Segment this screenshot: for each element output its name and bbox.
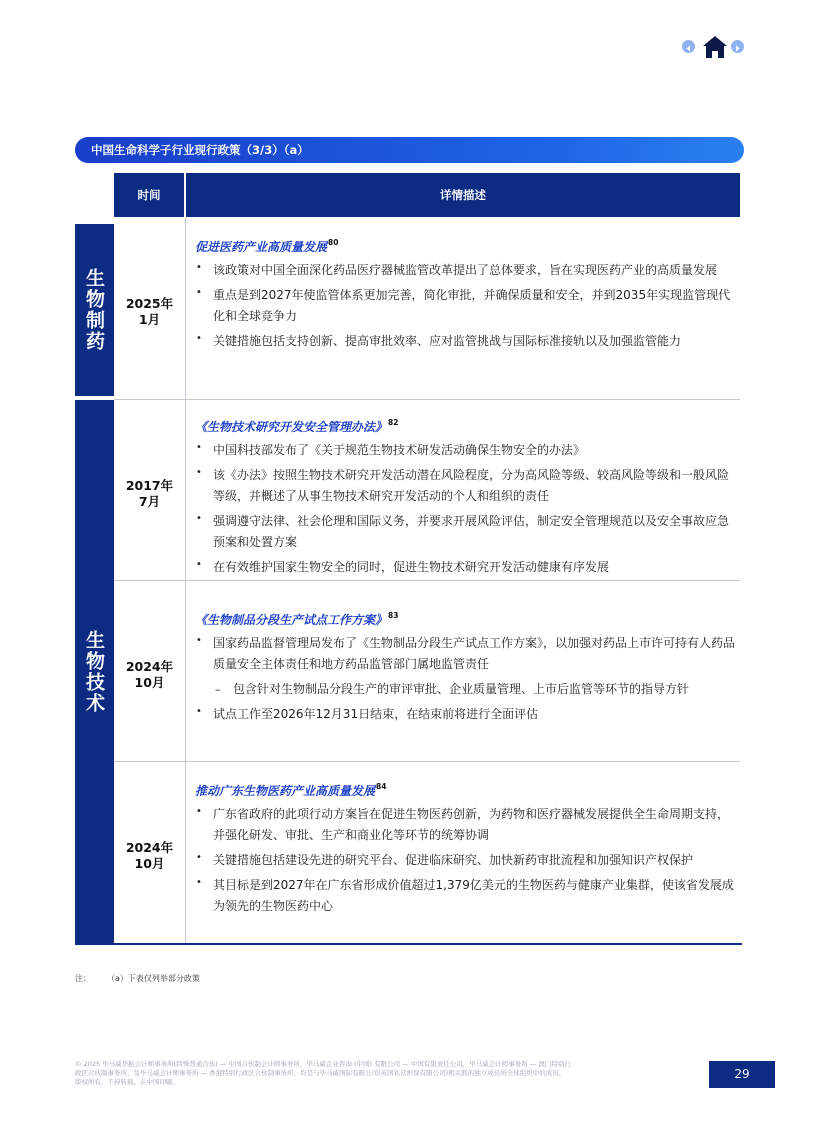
bullet-item: • 广东省政府的此项行动方案旨在促进生物医药创新，为药物和医疗器械发展提供全生命周期支持，并强化研发、审批、生产和商业化等环节的统筹协调	[195, 804, 740, 846]
note-label: 注：	[75, 974, 91, 983]
row-date	[114, 478, 185, 510]
date-year: 2024年	[125, 659, 174, 674]
row-date	[114, 296, 185, 328]
category-biopharma	[75, 224, 114, 396]
row-divider	[114, 399, 740, 400]
bullet-item: • 关键措施包括建设先进的研究平台、促进临床研究、加快新药审批流程和加强知识产权保护	[195, 850, 740, 871]
row-description	[195, 778, 740, 921]
date-month: 1月	[138, 312, 161, 327]
category-label: 生物制药	[83, 268, 105, 352]
footer-line: © 2025 毕马威华振会计师事务所(特殊普通合伙) — 中国合伙制会计师事务所，毕马威企业咨询 (中国) 有限公司 — 中国有限责任公司，毕马威会计师事务所 — 澳门特别行	[75, 1060, 571, 1068]
note-text: （a）下表仅列举部分政策	[111, 974, 200, 983]
footer-copyright	[75, 1060, 685, 1087]
prev-icon[interactable]	[682, 40, 695, 53]
bullet-item: • 在有效维护国家生物安全的同时，促进生物技术研究开发活动健康有序发展	[195, 557, 740, 578]
bullet-item: • 中国科技部发布了《关于规范生物技术研发活动确保生物安全的办法》	[195, 440, 740, 461]
bullet-item: • 强调遵守法律、社会伦理和国际义务，并要求开展风险评估，制定安全管理规范以及安全事故应急预案和处置方案	[195, 511, 740, 553]
category-biotech	[75, 400, 114, 943]
bullet-item: • 试点工作至2026年12月31日结束，在结束前将进行全面评估	[195, 704, 740, 725]
row-description	[195, 234, 740, 356]
footnote-ref: 82	[388, 418, 399, 427]
header-description: 详情描述	[186, 173, 740, 217]
row-date	[114, 659, 185, 691]
home-icon[interactable]	[702, 34, 728, 60]
header-time: 时间	[114, 173, 184, 217]
bullet-item: • 该政策对中国全面深化药品医疗器械监管改革提出了总体要求，旨在实现医药产业的高质量发展	[195, 260, 740, 281]
date-month: 10月	[134, 675, 165, 690]
date-year: 2024年	[125, 840, 174, 855]
category-label: 生物技术	[83, 629, 105, 714]
date-month: 7月	[138, 494, 161, 509]
bullet-item: • 该《办法》按照生物技术研究开发活动潜在风险程度，分为高风险等级、较高风险等级和一般风险等级，并概述了从事生物技术研究开发活动的个人和组织的责任	[195, 465, 740, 507]
page-number: 29	[709, 1061, 775, 1088]
policy-title: 《生物技术研究开发安全管理办法》$^{82}$	[195, 418, 399, 434]
footer-line: 版权所有，不得转载。在中国印刷。	[75, 1078, 179, 1086]
bullet-item: • 关键措施包括支持创新、提高审批效率、应对监管挑战与国际标准接轨以及加强监管能力	[195, 331, 740, 352]
row-date	[114, 840, 185, 872]
date-year: 2025年	[125, 296, 174, 311]
policy-title: 促进医药产业高质量发展$^{80}$	[195, 238, 339, 254]
table-note	[75, 973, 200, 984]
section-title-banner: 中国生命科学子行业现行政策（3/3）（a）	[75, 137, 744, 163]
bullet-item: • 重点是到2027年使监管体系更加完善，简化审批，并确保质量和安全，并到2035年实现监管现代化和全球竞争力	[195, 285, 740, 327]
policy-title: 推动广东生物医药产业高质量发展$^{84}$	[195, 782, 387, 798]
date-year: 2017年	[125, 478, 174, 493]
bullet-item: • 其目标是到2027年在广东省形成价值超过1,379亿美元的生物医药与健康产业集群，使该省发展成为领先的生物医药中心	[195, 875, 740, 917]
page-nav	[682, 34, 746, 60]
row-divider	[114, 761, 740, 762]
footnote-ref: 80	[328, 238, 339, 247]
table-bottom-rule	[75, 943, 742, 945]
footnote-ref: 84	[376, 782, 387, 791]
footer-line: 政区合伙制事务所，及毕马威会计师事务所 — 香港特别行政区合伙制事务所，均是与毕马威国际有限公司(英国私营担保有限公司)相关联的独立成员所全球组织中的成员。	[75, 1069, 566, 1077]
date-month: 10月	[134, 856, 165, 871]
sub-bullet-item: – 包含针对生物制品分段生产的审评审批、企业质量管理、上市后监管等环节的指导方针	[195, 679, 740, 700]
footnote-ref: 83	[388, 611, 399, 620]
row-description	[195, 414, 740, 582]
next-icon[interactable]	[731, 40, 744, 53]
row-description	[195, 607, 740, 729]
bullet-item: • 国家药品监督管理局发布了《生物制品分段生产试点工作方案》，以加强对药品上市许可持有人药品质量安全主体责任和地方药品监管部门属地监管责任	[195, 633, 740, 675]
policy-title: 《生物制品分段生产试点工作方案》$^{83}$	[195, 611, 399, 627]
